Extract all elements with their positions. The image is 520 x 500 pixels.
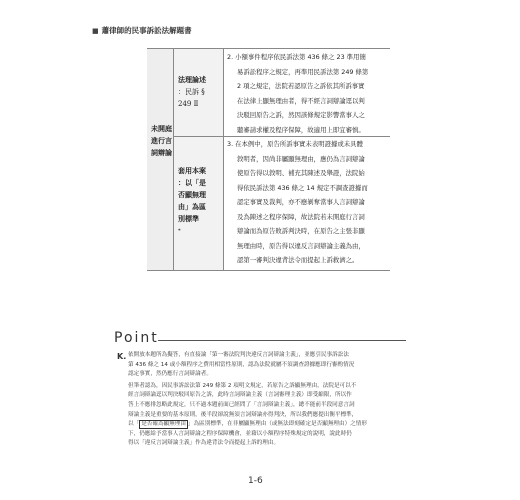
- text-line: 使原告得以敘明、補充其陳述及舉證，法院始: [237, 169, 365, 177]
- text-line: 易訴訟程序之規定，再準用民訴法第 249 條第: [237, 67, 369, 76]
- point-note: [128, 351, 406, 449]
- item-3-text: [227, 137, 390, 268]
- label-line: 進行言: [151, 136, 172, 145]
- note-line: 但筆者認為，因民事訴訟法第 249 條第 2 項明文規定，若原告之訴顯無理由，法院是可以不: [128, 382, 357, 389]
- text-line: 2. 小額事件程序依民訴法第 436 條之 23 準用簡: [227, 53, 366, 61]
- note-line: 依開放本題所為擬答，有直接論「第一審法院判決違反言詞辯論主義」，並應引民事訴訟法: [128, 352, 349, 358]
- point-rule: [158, 340, 406, 341]
- text-line: 決駁回原告之訴，然因該條規定影響當事人之: [237, 111, 365, 119]
- label-line: ：以「是: [178, 178, 206, 187]
- text-line: 得依民訴法第 436 條之 14 規定不調查證據而: [237, 183, 368, 192]
- point-heading: [114, 327, 406, 346]
- table-col1-border: [173, 48, 174, 270]
- text-line: 2 項之規定，法院若認原告之訴依其所訴事實: [237, 82, 365, 90]
- label-line: 249 Ⅱ: [178, 100, 199, 108]
- note-fragment: 以「: [128, 421, 140, 428]
- label-line: [178, 213, 206, 239]
- note-fragment: 」為區別標準，在非屬顯無理由（或無法即刻確定是否顯無理由）之情形: [187, 421, 367, 428]
- page-number: 1-6: [248, 476, 263, 486]
- text-line: 在法律上顯無理由者，得不經言詞辯論逕以判: [237, 96, 365, 105]
- note-line: 經言詞辯論逕以判決駁回原告之訴，此時言詞辯論主義（言詞審理主義）即受縮限，所以作: [128, 392, 352, 399]
- label-line: 由」為區: [178, 202, 206, 211]
- sub-label-legal-theory: [178, 74, 206, 110]
- label-line: 未開庭: [151, 124, 172, 133]
- sub-label-apply-case: [178, 165, 206, 239]
- note-line: [128, 420, 406, 430]
- label-line: 否顯無理: [178, 190, 206, 199]
- footnote-mark: *: [178, 228, 181, 234]
- table-col2-border: [223, 48, 224, 270]
- text-line: 敘明者，因尚非屬顯無理由，應仍為言詞辯論: [237, 154, 365, 163]
- note-line: 認定事實，然仍應行言詞辯論者。: [128, 371, 212, 378]
- table-top-border: [147, 48, 390, 49]
- label-line: ：民訴 §: [178, 88, 205, 96]
- running-header: [92, 25, 192, 36]
- label-line: 套用本案: [178, 166, 206, 175]
- text-line: 認第一審判決違背法令而提起上訴救濟之。: [237, 256, 359, 264]
- note-line: 答上不應排忽略此規定，只不過本題前面已經問了「言詞辯論主義」，總不能前半段同意言詞: [128, 401, 355, 408]
- label-line: 法理論述: [178, 75, 206, 84]
- table-shade-col1: [147, 48, 173, 270]
- boxed-phrase: 是否確為顯無理由: [141, 421, 186, 428]
- note-line: 第 436 條之 14 或小額程序之費用相當性原則，認為法院就屬不須調查證據應即行審酌情況: [128, 361, 355, 368]
- text-line: 認定事實及裁判，亦不應剝奪當事人言詞辯論: [237, 198, 365, 206]
- label-text: 別標準: [178, 214, 199, 223]
- item-2-text: [227, 50, 390, 137]
- text-line: 無理由時，原告得以違反言詞辯論主義為由，: [237, 241, 365, 250]
- header-square-icon: ■: [92, 26, 99, 35]
- text-line: 及為陳述之程序保障，故法院若未開庭行言詞: [237, 212, 365, 221]
- note-line: 下，仍應給予當事人言詞辯論之程序保障機會，並藉以小額程序特殊規定的說明，說此時仍: [128, 430, 352, 437]
- book-title: 蕭律師的民事訴訟法解題書: [101, 26, 192, 35]
- text-line: 辯論而為原告敗訴判決時，在原告之主張非顯: [237, 227, 365, 235]
- text-line: 聽審請求權及程序保障，故適用上即宜審慎。: [237, 125, 365, 134]
- text-line: 3. 在本例中，原告所訴事實未表明證據或未具體: [227, 140, 363, 148]
- table-bottom-border: [147, 270, 390, 271]
- row-label-no-hearing: [151, 123, 172, 159]
- note-line: 辯論主義是重要的基本原則，後半段卻說無須言詞辯論亦得判決，所以我們應提出衡平標準，: [128, 411, 358, 418]
- point-title: Point: [114, 330, 159, 346]
- label-line: 詞辯論: [151, 148, 172, 157]
- note-line: 得以「違反言詞辯論主義」作為違背法令而提起上訴的理由。: [128, 440, 280, 447]
- note-marker: K.: [117, 352, 127, 361]
